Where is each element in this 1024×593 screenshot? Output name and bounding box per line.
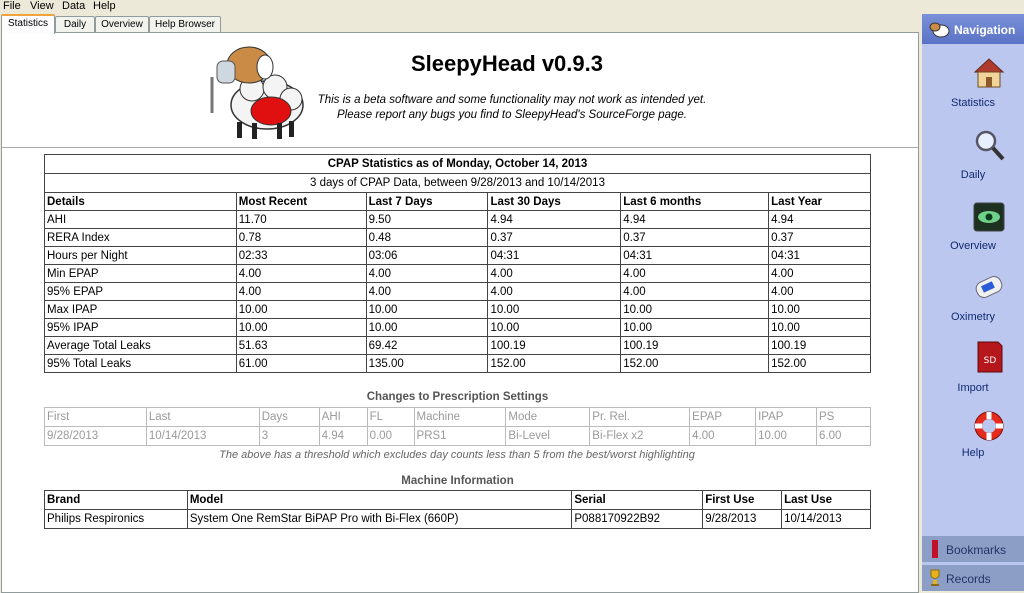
table-cell: Min EPAP [45, 265, 237, 283]
stats-subtitle: 3 days of CPAP Data, between 9/28/2013 and 10/14/2013 [45, 174, 871, 193]
nav-label: Statistics [950, 97, 995, 109]
tab-daily[interactable]: Daily [55, 16, 95, 32]
column-header: Pr. Rel. [590, 408, 690, 427]
table-cell: 4.00 [488, 283, 621, 301]
column-header: Last Year [769, 193, 871, 211]
threshold-note: The above has a threshold which excludes day counts less than 5 from the best/worst highlighting [219, 449, 695, 461]
table-cell: Hours per Night [45, 247, 237, 265]
magnifier-icon [972, 128, 1006, 162]
table-cell: 4.00 [366, 283, 488, 301]
table-cell: 10.00 [366, 301, 488, 319]
table-cell: AHI [45, 211, 237, 229]
oximeter-icon [972, 271, 1006, 305]
house-icon [972, 56, 1006, 90]
stats-title: CPAP Statistics as of Monday, October 14, 2013 [45, 155, 871, 174]
table-cell: 6.00 [817, 427, 871, 446]
table-cell: 152.00 [488, 355, 621, 373]
table-cell: 4.94 [769, 211, 871, 229]
bookmarks-label: Bookmarks [946, 543, 1007, 557]
table-cell: 10/14/2013 [782, 510, 871, 529]
table-cell: 10.00 [756, 427, 817, 446]
table-cell: 04:31 [488, 247, 621, 265]
nav-label: Import [957, 382, 989, 394]
table-cell: 03:06 [366, 247, 488, 265]
table-cell: 04:31 [769, 247, 871, 265]
table-cell: 95% Total Leaks [45, 355, 237, 373]
table-cell: 4.00 [621, 265, 769, 283]
table-row [45, 355, 871, 373]
table-cell: System One RemStar BiPAP Pro with Bi-Flex (660P) [187, 510, 572, 529]
column-header: First [45, 408, 147, 427]
table-cell: 4.00 [621, 283, 769, 301]
machine-info-table [44, 490, 871, 529]
sheep-icon [928, 19, 950, 39]
table-cell: 9/28/2013 [45, 427, 147, 446]
nav-label: Help [961, 447, 985, 459]
table-cell: 61.00 [236, 355, 366, 373]
column-header: Last [146, 408, 259, 427]
navigation-title: Navigation [954, 23, 1016, 37]
machine-section-title: Machine Information [401, 475, 514, 487]
menu-view[interactable]: View [30, 0, 54, 12]
column-header: Last 6 months [621, 193, 769, 211]
column-header: AHI [319, 408, 367, 427]
table-cell: 4.00 [690, 427, 756, 446]
menu-file[interactable]: File [3, 0, 21, 12]
table-cell: 4.00 [236, 283, 366, 301]
table-cell: PRS1 [414, 427, 506, 446]
prescription-table [44, 407, 871, 446]
column-header: Mode [506, 408, 590, 427]
table-cell: 10.00 [236, 301, 366, 319]
tab-help-browser[interactable]: Help Browser [149, 16, 221, 32]
table-cell: 95% EPAP [45, 283, 237, 301]
table-cell: 3 [259, 427, 319, 446]
table-cell: 100.19 [621, 337, 769, 355]
table-cell: 152.00 [769, 355, 871, 373]
table-cell: 0.37 [488, 229, 621, 247]
column-header: Details [45, 193, 237, 211]
column-header: First Use [703, 491, 782, 510]
table-row [45, 427, 871, 446]
tab-statistics[interactable]: Statistics [1, 14, 55, 34]
table-cell: 10.00 [366, 319, 488, 337]
table-cell: 10.00 [236, 319, 366, 337]
table-cell: 0.78 [236, 229, 366, 247]
table-row [45, 301, 871, 319]
table-cell: Bi-Level [506, 427, 590, 446]
bookmark-icon [930, 540, 940, 558]
table-cell: 152.00 [621, 355, 769, 373]
beta-notice: This is a beta software and some functionality may not work as intended yet. [317, 94, 707, 106]
trophy-icon [928, 569, 942, 587]
tab-bar [0, 14, 920, 32]
table-cell: 69.42 [366, 337, 488, 355]
table-cell: 04:31 [621, 247, 769, 265]
table-cell: P088170922B92 [572, 510, 703, 529]
table-cell: 9.50 [366, 211, 488, 229]
table-cell: 51.63 [236, 337, 366, 355]
column-header: Days [259, 408, 319, 427]
lifebuoy-icon [972, 409, 1006, 443]
table-row [45, 283, 871, 301]
column-header: IPAP [756, 408, 817, 427]
menu-data[interactable]: Data [62, 0, 86, 12]
table-cell: 10.00 [769, 319, 871, 337]
sd-card-label: SD [983, 356, 997, 366]
table-cell: Bi-Flex x2 [590, 427, 690, 446]
table-row [45, 319, 871, 337]
menu-help[interactable]: Help [93, 0, 116, 12]
table-cell: 100.19 [769, 337, 871, 355]
table-cell: 4.94 [319, 427, 367, 446]
column-header: Serial [572, 491, 703, 510]
table-row [45, 247, 871, 265]
records-label: Records [946, 572, 991, 586]
table-row [45, 265, 871, 283]
table-cell: 9/28/2013 [703, 510, 782, 529]
table-cell: 100.19 [488, 337, 621, 355]
table-row [45, 229, 871, 247]
column-header: FL [367, 408, 414, 427]
table-cell: Max IPAP [45, 301, 237, 319]
table-cell: 0.37 [621, 229, 769, 247]
table-cell: 4.00 [236, 265, 366, 283]
table-cell: 4.00 [488, 265, 621, 283]
table-cell: 10.00 [488, 301, 621, 319]
cpap-statistics-table [44, 154, 871, 373]
navigation-header[interactable] [922, 14, 1024, 44]
table-cell: 0.37 [769, 229, 871, 247]
column-header: Last Use [782, 491, 871, 510]
prescription-section-title: Changes to Prescription Settings [366, 391, 549, 403]
column-header: Brand [45, 491, 188, 510]
menu-bar [0, 0, 1024, 13]
tab-overview[interactable]: Overview [95, 16, 149, 32]
table-cell: 02:33 [236, 247, 366, 265]
table-cell: 11.70 [236, 211, 366, 229]
table-cell: 10.00 [621, 319, 769, 337]
table-cell: 4.00 [769, 265, 871, 283]
column-header: Machine [414, 408, 506, 427]
table-cell: 0.48 [366, 229, 488, 247]
table-row [45, 211, 871, 229]
eye-icon [972, 200, 1006, 234]
column-header: Model [187, 491, 572, 510]
page-title: SleepyHead v0.9.3 [410, 51, 603, 76]
page-header [2, 33, 918, 148]
table-cell: 10.00 [621, 301, 769, 319]
column-header: EPAP [690, 408, 756, 427]
table-cell: Philips Respironics [45, 510, 188, 529]
column-header: Most Recent [236, 193, 366, 211]
bug-report-notice: Please report any bugs you find to SleepyHead's SourceForge page. [337, 109, 687, 121]
column-header: Last 7 Days [366, 193, 488, 211]
nav-label: Overview [950, 240, 996, 252]
table-cell: 0.00 [367, 427, 414, 446]
navigation-panel [922, 14, 1024, 591]
table-cell: 4.00 [769, 283, 871, 301]
table-cell: Average Total Leaks [45, 337, 237, 355]
table-cell: 4.00 [366, 265, 488, 283]
table-cell: RERA Index [45, 229, 237, 247]
table-cell: 10.00 [769, 301, 871, 319]
statistics-page[interactable] [1, 32, 919, 593]
sd-card-icon [972, 340, 1006, 374]
table-cell: 4.94 [488, 211, 621, 229]
table-row [45, 337, 871, 355]
table-row [45, 510, 871, 529]
table-cell: 4.94 [621, 211, 769, 229]
table-cell: 135.00 [366, 355, 488, 373]
nav-label: Daily [960, 169, 986, 181]
table-cell: 10.00 [488, 319, 621, 337]
sheep-logo [207, 37, 307, 143]
bookmarks-button[interactable] [922, 536, 1024, 562]
column-header: PS [817, 408, 871, 427]
table-cell: 10/14/2013 [146, 427, 259, 446]
records-button[interactable] [922, 565, 1024, 591]
column-header: Last 30 Days [488, 193, 621, 211]
nav-label: Oximetry [951, 311, 995, 323]
table-cell: 95% IPAP [45, 319, 237, 337]
